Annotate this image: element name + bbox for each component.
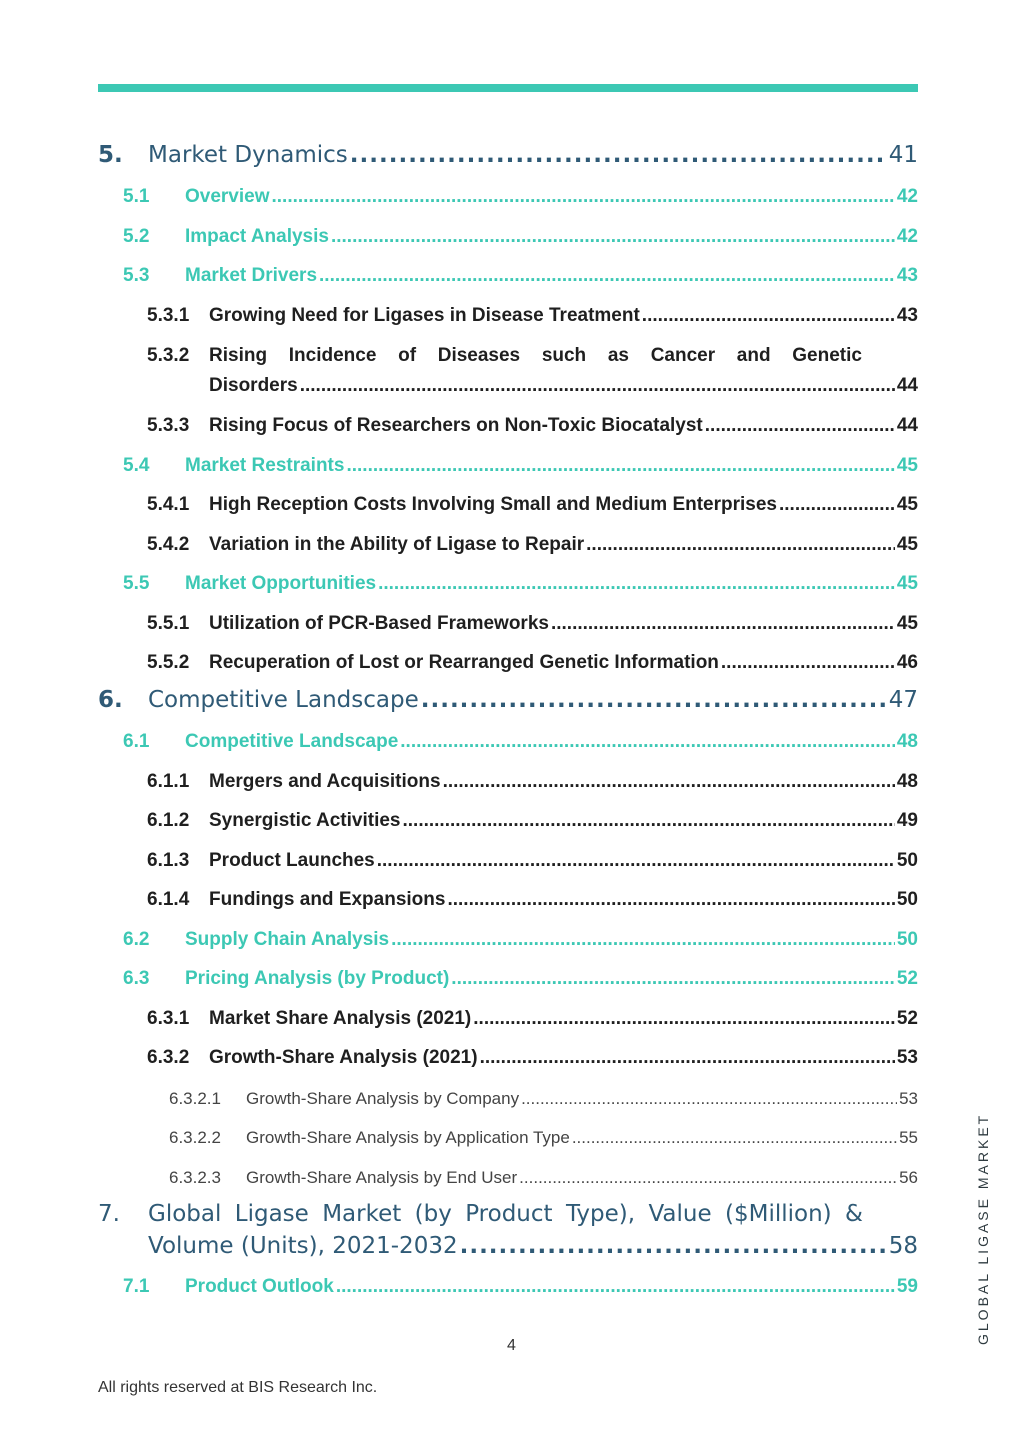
toc-page: 44 (896, 415, 918, 436)
toc-title: Mergers and Acquisitions (209, 771, 441, 792)
toc-title-word: Global (148, 1201, 222, 1227)
toc-page: 45 (896, 573, 918, 594)
toc-entry-6-3-2[interactable] (147, 1047, 918, 1069)
toc-entry-5-4[interactable] (123, 455, 918, 477)
toc-page: 41 (888, 142, 918, 168)
toc-entry-5[interactable] (98, 142, 918, 168)
toc-title: Growth-Share Analysis by Company (246, 1089, 520, 1108)
toc-entry-6-3-2-1[interactable] (169, 1089, 918, 1109)
toc-title: Recuperation of Lost or Rearranged Genetic Information (209, 652, 719, 673)
toc-title: Fundings and Expansions (209, 889, 446, 910)
toc-entry-5-5-2[interactable] (147, 652, 918, 674)
toc-leader-dots (451, 968, 895, 990)
toc-number: 7. (98, 1201, 120, 1227)
toc-page: 48 (896, 731, 918, 752)
toc-title: Supply Chain Analysis (185, 929, 390, 950)
toc-page: 47 (888, 687, 918, 713)
toc-number: 6.1 (123, 731, 150, 752)
toc-title: Growth-Share Analysis by Application Type (246, 1128, 570, 1147)
toc-entry-5-4-2[interactable] (147, 534, 918, 556)
toc-leader-dots (521, 1089, 897, 1109)
toc-entry-5-3-1[interactable] (147, 305, 918, 327)
toc-title-word: (by (414, 1201, 452, 1227)
toc-entry-5-3[interactable] (123, 265, 918, 287)
toc-leader-dots (572, 1128, 897, 1148)
toc-page: 50 (896, 889, 918, 910)
toc-title-word: Type), (565, 1201, 636, 1227)
toc-entry-6-2[interactable] (123, 929, 918, 951)
toc-entry-6-3[interactable] (123, 968, 918, 990)
toc-leader-dots (350, 142, 887, 168)
toc-entry-5-3-3[interactable] (147, 415, 918, 437)
toc-entry-6-1[interactable] (123, 731, 918, 753)
toc-number: 5.5.1 (147, 613, 190, 634)
toc-leader-dots (378, 573, 895, 595)
toc-page: 55 (899, 1128, 918, 1147)
toc-title-word: Genetic (792, 345, 862, 366)
toc-title-word: Value (648, 1201, 712, 1227)
toc-title: Growth-Share Analysis (2021) (209, 1047, 478, 1068)
toc-title: Volume (Units), 2021-2032 (148, 1233, 458, 1259)
toc-title-word: Ligase (234, 1201, 309, 1227)
toc-title: Utilization of PCR-Based Frameworks (209, 613, 549, 634)
toc-leader-dots (272, 186, 895, 208)
toc-page: 42 (896, 186, 918, 207)
toc-entry-6[interactable] (98, 687, 918, 713)
toc-title: Market Share Analysis (2021) (209, 1008, 472, 1029)
toc-leader-dots (319, 265, 895, 287)
toc-title-line (148, 1233, 918, 1259)
toc-number: 6.3.2.1 (169, 1089, 221, 1108)
toc-leader-dots (460, 1233, 887, 1259)
toc-number: 6.3.2.3 (169, 1168, 221, 1187)
toc-title: Impact Analysis (185, 226, 329, 247)
toc-leader-dots (705, 415, 895, 437)
toc-title-line (209, 375, 918, 397)
page-number: 4 (507, 1337, 516, 1354)
toc-leader-dots (443, 771, 895, 793)
toc-number: 6.1.1 (147, 771, 190, 792)
toc-leader-dots (421, 687, 887, 713)
toc-number: 6.1.4 (147, 889, 190, 910)
toc-title-word: ($Million) (725, 1201, 832, 1227)
toc-leader-dots (586, 534, 895, 556)
toc-page: 58 (888, 1233, 918, 1259)
toc-leader-dots (519, 1168, 897, 1188)
toc-number: 6.3 (123, 968, 150, 989)
toc-number: 6.1.3 (147, 850, 190, 871)
toc-title-word: of (398, 345, 417, 366)
toc-page: 49 (896, 810, 918, 831)
toc-leader-dots (300, 375, 895, 397)
toc-entry-6-3-1[interactable] (147, 1008, 918, 1030)
toc-title-word: and (736, 345, 771, 366)
toc-number: 5.3.3 (147, 415, 190, 436)
toc-title-word: as (607, 345, 629, 366)
toc-number: 5.3.1 (147, 305, 190, 326)
toc-entry-6-1-3[interactable] (147, 850, 918, 872)
toc-number: 6.1.2 (147, 810, 190, 831)
toc-leader-dots (642, 305, 895, 327)
toc-page: 43 (896, 305, 918, 326)
toc-entry-6-1-1[interactable] (147, 771, 918, 793)
toc-title: Market Opportunities (185, 573, 377, 594)
toc-leader-dots (447, 889, 894, 911)
toc-entry-6-1-4[interactable] (147, 889, 918, 911)
toc-title: Competitive Landscape (148, 687, 419, 713)
toc-title: Market Restraints (185, 455, 345, 476)
toc-number: 5.4 (123, 455, 150, 476)
toc-entry-5-2[interactable] (123, 226, 918, 248)
toc-title: High Reception Costs Involving Small and Medium Enterprises (209, 494, 777, 515)
toc-leader-dots (480, 1047, 895, 1069)
toc-page: 45 (896, 494, 918, 515)
toc-leader-dots (473, 1008, 895, 1030)
toc-leader-dots (331, 226, 895, 248)
toc-page: 53 (899, 1089, 918, 1108)
toc-title-word: such (541, 345, 587, 366)
toc-page: 53 (896, 1047, 918, 1068)
toc-number: 5.5.2 (147, 652, 190, 673)
toc-entry-5-5-1[interactable] (147, 613, 918, 635)
toc-leader-dots (346, 455, 894, 477)
toc-page: 52 (896, 968, 918, 989)
toc-number: 5.4.1 (147, 494, 190, 515)
toc-page: 50 (896, 850, 918, 871)
toc-title-word: Incidence (288, 345, 377, 366)
toc-number: 5.4.2 (147, 534, 190, 555)
toc-title-word: Rising (209, 345, 268, 366)
toc-leader-dots (391, 929, 895, 951)
toc-title-line (148, 1201, 863, 1227)
toc-page: 48 (896, 771, 918, 792)
toc-title: Overview (185, 186, 270, 207)
toc-number: 5.5 (123, 573, 150, 594)
toc-page: 43 (896, 265, 918, 286)
toc-title: Rising Focus of Researchers on Non-Toxic Biocatalyst (209, 415, 703, 436)
toc-title: Market Dynamics (148, 142, 348, 168)
toc-page: 46 (896, 652, 918, 673)
toc-entry-6-1-2[interactable] (147, 810, 918, 832)
toc-entry-5-5[interactable] (123, 573, 918, 595)
toc-number: 5. (98, 142, 123, 168)
toc-page: 44 (896, 375, 918, 396)
toc-title: Competitive Landscape (185, 731, 399, 752)
toc-title: Growing Need for Ligases in Disease Treatment (209, 305, 640, 326)
toc-leader-dots (400, 731, 895, 753)
toc-title: Pricing Analysis (by Product) (185, 968, 450, 989)
toc-number: 6.3.2.2 (169, 1128, 221, 1147)
toc-number: 6.2 (123, 929, 150, 950)
toc-page: 59 (896, 1276, 918, 1297)
toc-entry-7-1[interactable] (123, 1276, 918, 1298)
toc-number: 5.3.2 (147, 345, 190, 366)
toc-number: 5.3 (123, 265, 150, 286)
toc-title: Product Launches (209, 850, 375, 871)
toc-page: 52 (896, 1008, 918, 1029)
toc-leader-dots (721, 652, 895, 674)
toc-title: Market Drivers (185, 265, 318, 286)
toc-page: 56 (899, 1168, 918, 1187)
toc-title-line (209, 345, 862, 367)
toc-leader-dots (779, 494, 895, 516)
toc-title-word: & (845, 1201, 863, 1227)
toc-leader-dots (377, 850, 895, 872)
toc-page: 50 (896, 929, 918, 950)
toc-entry-6-3-2-2[interactable] (169, 1128, 918, 1148)
toc-number: 6.3.2 (147, 1047, 190, 1068)
toc-entry-5-4-1[interactable] (147, 494, 918, 516)
toc-number: 7.1 (123, 1276, 150, 1297)
toc-title: Variation in the Ability of Ligase to Repair (209, 534, 585, 555)
toc-number: 5.1 (123, 186, 150, 207)
side-running-title: GLOBAL LIGASE MARKET (975, 1112, 991, 1345)
toc-number: 5.2 (123, 226, 150, 247)
toc-leader-dots (402, 810, 894, 832)
toc-leader-dots (336, 1276, 895, 1298)
toc-title-word: Market (322, 1201, 402, 1227)
toc-title: Disorders (209, 375, 298, 396)
toc-entry-6-3-2-3[interactable] (169, 1168, 918, 1188)
toc-title-word: Product (465, 1201, 553, 1227)
toc-number: 6. (98, 687, 123, 713)
toc-entry-5-1[interactable] (123, 186, 918, 208)
top-accent-bar (98, 84, 918, 92)
toc-number: 6.3.1 (147, 1008, 190, 1029)
toc-page: 45 (896, 613, 918, 634)
toc-page: 42 (896, 226, 918, 247)
toc-title: Product Outlook (185, 1276, 334, 1297)
toc-leader-dots (551, 613, 895, 635)
footer-copyright: All rights reserved at BIS Research Inc. (98, 1379, 378, 1396)
toc-page: 45 (896, 534, 918, 555)
toc-title: Synergistic Activities (209, 810, 401, 831)
toc-page: 45 (896, 455, 918, 476)
toc-title: Growth-Share Analysis by End User (246, 1168, 518, 1187)
toc-title-word: Diseases (437, 345, 521, 366)
toc-title-word: Cancer (650, 345, 716, 366)
